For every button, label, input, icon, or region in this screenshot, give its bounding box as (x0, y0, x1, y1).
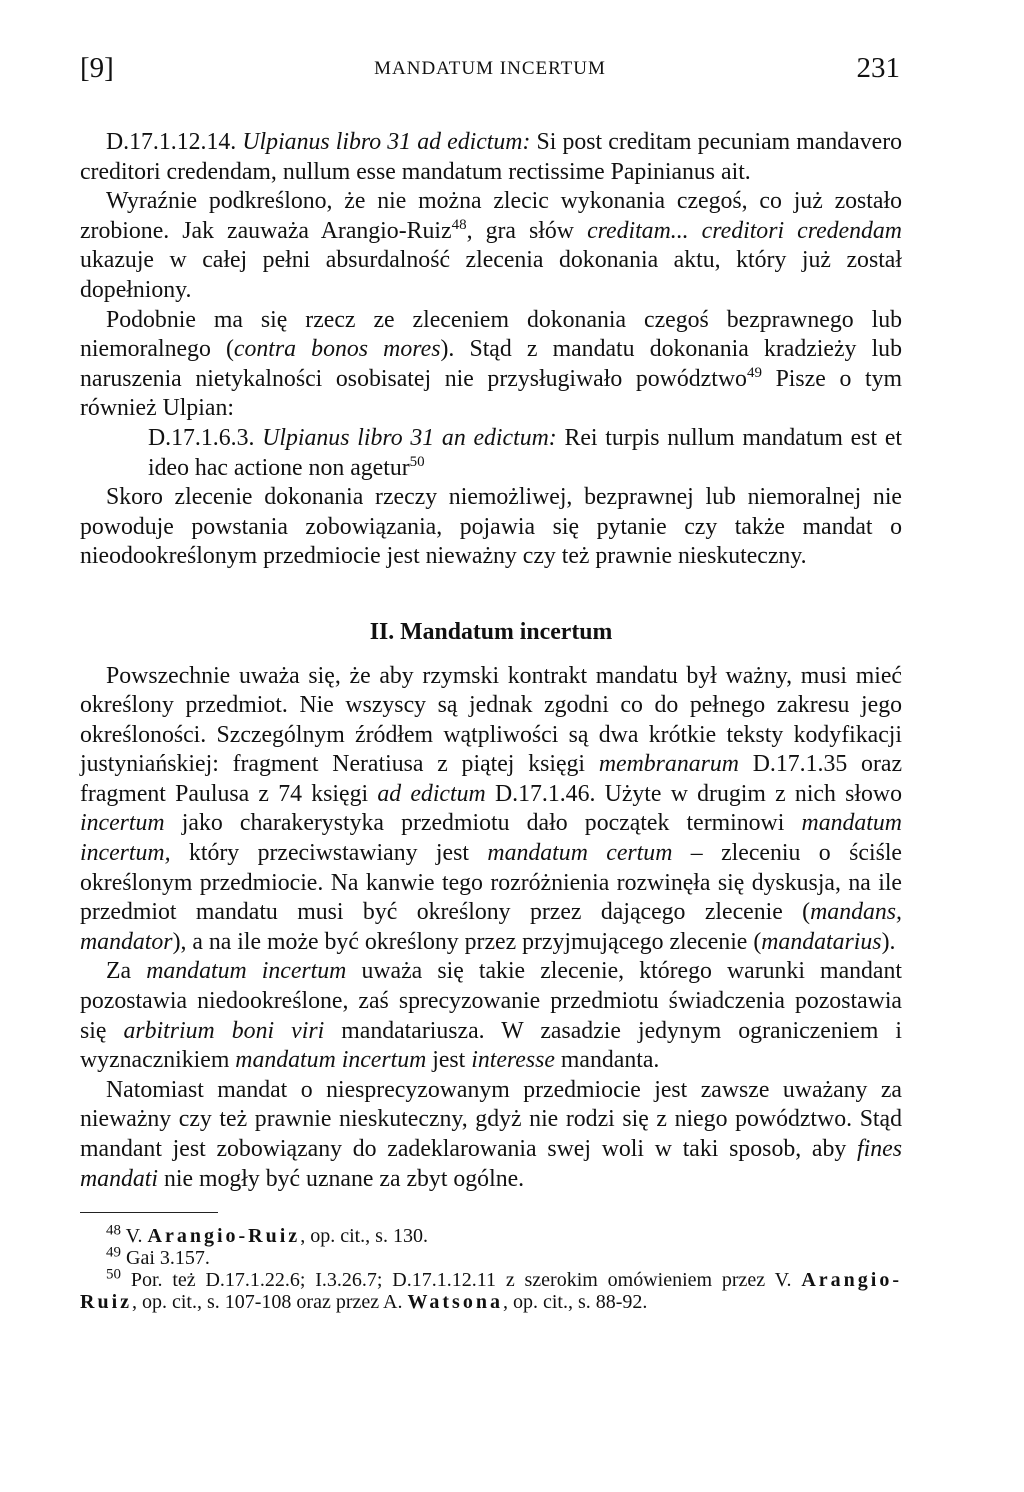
text-run: Por. też D.17.1.22.6; I.3.26.7; D.17.1.12.11 z szerokim omówieniem przez V. (130, 1269, 802, 1292)
text-run: Pisze o tym również Ulpian: (80, 365, 903, 422)
text-run: nie mogły być uznane za zbyt ogólne. (158, 1165, 525, 1192)
footnote-divider (80, 1212, 218, 1213)
text-run: Powszechnie uważa się, że aby rzymski kontrakt mandatu był ważny, musi mieć określony przedmiot. Nie wszyscy są jednak zgodni co do pełnego zakresu jego określoności. Szczególnym źródłem wątpliwości są dwa krótkie teksty kodyfikacji justyniańskiej: fragment Neratiusa z piątej księgi (80, 662, 902, 778)
section-heading: II. Mandatum incertum (369, 618, 613, 645)
section-number: [9] (80, 52, 114, 84)
text-run: mandanta. (554, 1047, 660, 1074)
text-run: , op. cit., s. 130. (300, 1225, 428, 1248)
text-run: ukazuje w całej pełni absurdalność zlecenia dokonania aktu, który już został dopełniony. (80, 247, 902, 303)
italic-run: contra bonos mores (233, 336, 441, 363)
italic-run: mandatum incertum (146, 958, 347, 985)
footnote-ref-49: 49 (746, 364, 762, 381)
quote-reference: D.17.1.6.3. (148, 424, 255, 451)
text-run: D.17.1.46. Użyte w drugim z nich słowo (485, 780, 902, 807)
text-run: Wyraźnie podkreślono, że nie można zlecic wykonania czegoś, co już zostało zrobione. Jak zauważa Arangio-Ruiz (80, 188, 902, 244)
text-run: Skoro zlecenie dokonania rzeczy niemożliwej, bezprawnej lub niemoralnej nie powoduje powstania zobowiązania, pojawia się pytanie czy także mandat o nieodookreślonym przedmiocie jest nieważny czy też prawnie nieskuteczny. (80, 484, 902, 570)
footnote-number: 48 (106, 1222, 121, 1239)
paragraph-5 (80, 483, 902, 572)
author-name: Arangio-Ruiz (80, 1269, 902, 1314)
text-run: Gai 3.157. (126, 1247, 210, 1270)
paragraph-3 (80, 306, 902, 424)
italic-run: mandans, mandator (80, 899, 902, 955)
text-run: D.17.1.35 oraz fragment Paulusa z 74 księgi (80, 751, 902, 807)
italic-run: membranarum (598, 751, 739, 778)
italic-run: mandatum incertum (235, 1047, 427, 1074)
body-text (80, 128, 902, 1313)
author-name: Watsona (407, 1291, 503, 1314)
page-number: 231 (856, 52, 900, 84)
running-header (80, 52, 900, 92)
quote-source: Ulpianus libro 31 an edictum: (262, 424, 557, 451)
text-run: – zleceniu o ściśle określonym przedmiocie. Na kanwie tego rozróżnienia rozwinęła się dyskusja, na ile przedmiot mandatu musi być określony przez dającego zlecenie ( (80, 840, 902, 926)
italic-run: fines mandati (80, 1136, 902, 1192)
text-run: Podobnie ma się rzecz ze zleceniem dokonania czegoś bezprawnego lub niemoralnego ( (80, 306, 902, 363)
text-run: który przeciwstawiany jest (170, 840, 488, 867)
paragraph-6 (80, 662, 902, 958)
text-run: V. (125, 1225, 148, 1248)
italic-run: interesse (471, 1047, 555, 1074)
footnote-ref-50: 50 (409, 453, 425, 470)
quote-source: Ulpianus libro 31 ad edictum: (242, 129, 531, 155)
text-run: ). (881, 928, 896, 955)
running-title: MANDATUM INCERTUM (374, 58, 606, 79)
text-run: , op. cit., s. 88-92. (502, 1291, 648, 1314)
text-run: Natomiast mandat o niesprecyzowanym przedmiocie jest zawsze uważany za nieważny czy też prawnie nieskuteczny, gdyż nie rodzi się z niego powództwo. Stąd mandant jest zobowiązany do zadeklarowania swej woli w taki sposob, aby (80, 1076, 902, 1162)
text-run: Za (106, 958, 147, 985)
text-run: , gra słów (466, 217, 588, 244)
italic-run: mandatum incertum, (80, 810, 902, 867)
text-run: , op. cit., s. 107-108 oraz przez A. (132, 1291, 408, 1314)
text-run: mandatariusza. W zasadzie jedynym ograniczeniem i wyznacznikiem (80, 1017, 903, 1074)
italic-run: ad edictum (377, 780, 486, 807)
quote-text: Si post creditam pecuniam mandavero creditori credendam, nullum esse mandatum rectissime Papinianus ait. (80, 129, 903, 185)
text-run: uważa się takie zlecenie, którego warunki mandant pozostawia niedookreślone, zaś sprecyzowanie przedmiotu świadczenia pozostawia się (80, 958, 902, 1044)
quote-text: Rei turpis nullum mandatum est et ideo hac actione non agetur (148, 424, 903, 481)
footnote-ref-48: 48 (451, 216, 467, 233)
footnote-number: 49 (106, 1244, 121, 1261)
paragraph-7 (80, 957, 902, 1075)
footnotes (80, 1222, 902, 1314)
footnote-48 (80, 1222, 902, 1248)
quote-reference: D.17.1.12.14. (106, 129, 237, 155)
footnote-49 (80, 1244, 902, 1270)
text-run: ). Stąd z mandatu dokonania kradzieży lub naruszenia nietykalności osobisatej nie przysługiwało powództwo (80, 336, 902, 392)
italic-run: incertum (80, 810, 165, 837)
italic-run: mandatum certum (487, 840, 673, 867)
paragraph-2 (80, 187, 902, 305)
quote-paragraph-2 (148, 424, 902, 483)
text-run: jest (426, 1047, 472, 1074)
italic-run: arbitrium boni viri (123, 1017, 325, 1044)
author-name: Arangio-Ruiz (147, 1225, 301, 1248)
text-run: ), a na ile może być określony przez przyjmującego zlecenie ( (172, 928, 762, 955)
footnote-50 (80, 1266, 902, 1314)
quote-paragraph-1 (80, 128, 902, 187)
italic-run: creditam... creditori credendam (587, 217, 902, 244)
footnote-number: 50 (106, 1266, 121, 1283)
italic-run: mandatarius (761, 928, 882, 955)
text-run: jako charakerystyka przedmiotu dało początek terminowi (164, 810, 802, 837)
paragraph-8 (80, 1076, 902, 1194)
